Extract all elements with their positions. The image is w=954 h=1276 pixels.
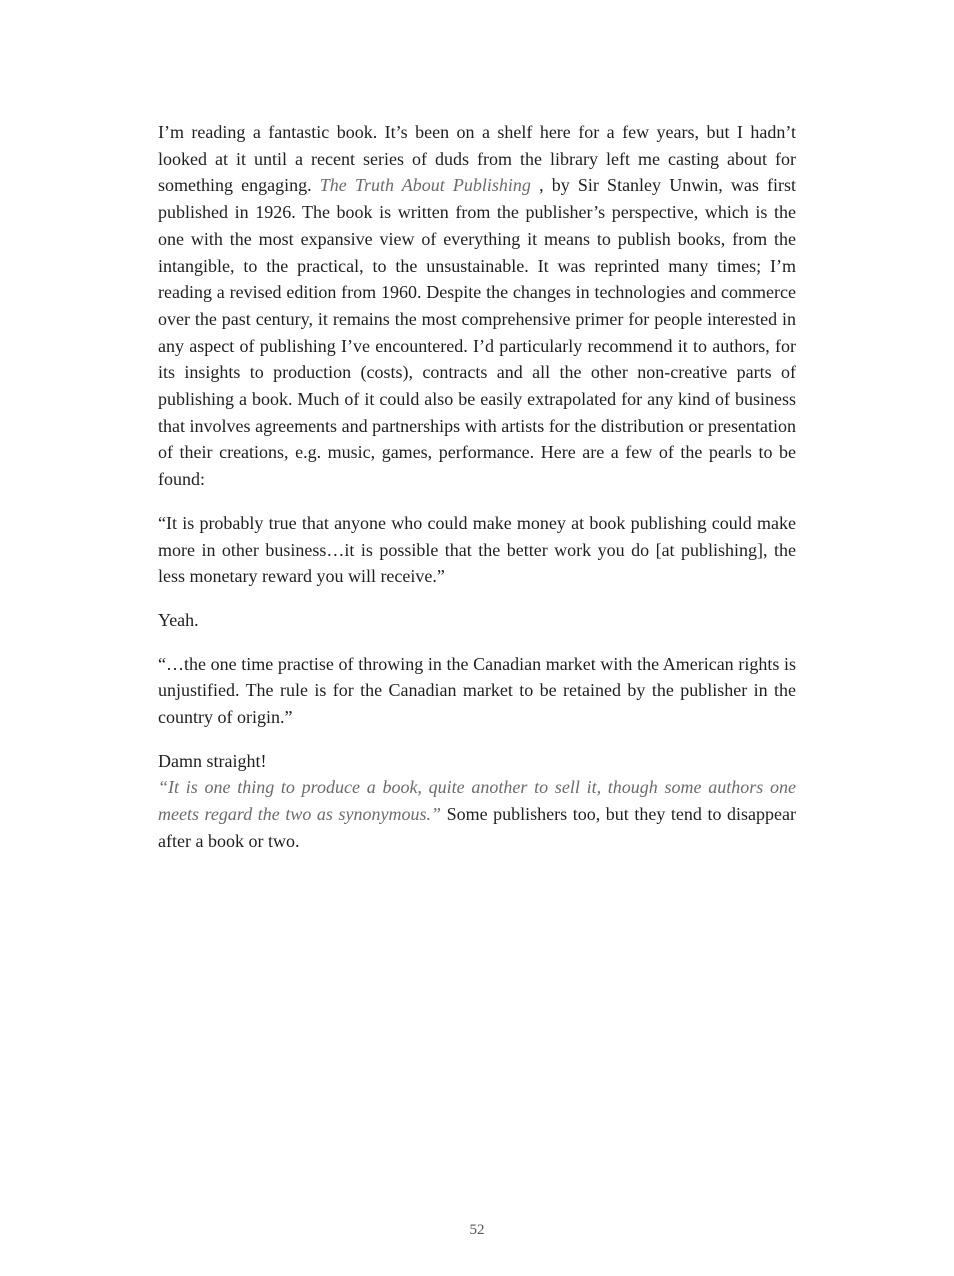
intro-text-after-title: , by Sir Stanley Unwin, was first published in 1926. The book is written from the publisher’s perspective, which is the one with the most expansive view of everything it means to publish books, from the intangible, to the practical, to the unsustainable. It was reprinted many times; I’m reading a revised edition from 1960. Despite the changes in technologies and commerce over the past century, it remains the most comprehensive primer for people interested in any aspect of publishing I’ve encountered. I’d particularly recommend it to authors, for its insights to production (costs), contracts and all the other non-creative parts of publishing a book. Much of it could also be easily extrapolated for any kind of business that involves agreements and partnerships with artists for the distribution or presentation of their creations, e.g. music, games, performance. Here are a few of the pearls to be found:: [158, 175, 796, 490]
quote-paragraph-1: “It is probably true that anyone who could make money at book publishing could make more in other business…it is possible that the better work you do [at publishing], the less monetary reward you will receive.”: [158, 512, 796, 587]
final-paragraph: [158, 774, 796, 854]
final-quote: “It is one thing to produce a book, quite another to sell it, though some authors one meets regard the two as synonymous.”: [158, 777, 796, 825]
final-comment: Some publishers too, but they tend to disappear after a book or two.: [158, 804, 796, 851]
page-number: 52: [469, 1222, 485, 1238]
quote-paragraph-2: “…the one time practise of throwing in the Canadian market with the American rights is unjustified. The rule is for the Canadian market to be retained by the publisher in the country of origin.”: [158, 653, 796, 728]
page-body: [158, 119, 796, 855]
intro-paragraph: [158, 119, 796, 493]
response-paragraph-2: Damn straight!: [158, 750, 267, 771]
response-paragraph-1: Yeah.: [158, 609, 199, 630]
book-title: The Truth About Publishing: [319, 175, 531, 196]
intro-text-before-title: I’m reading a fantastic book. It’s been on a shelf here for a few years, but I hadn’t looked at it until a recent series of duds from the library left me casting about for something engaging.: [158, 122, 796, 196]
